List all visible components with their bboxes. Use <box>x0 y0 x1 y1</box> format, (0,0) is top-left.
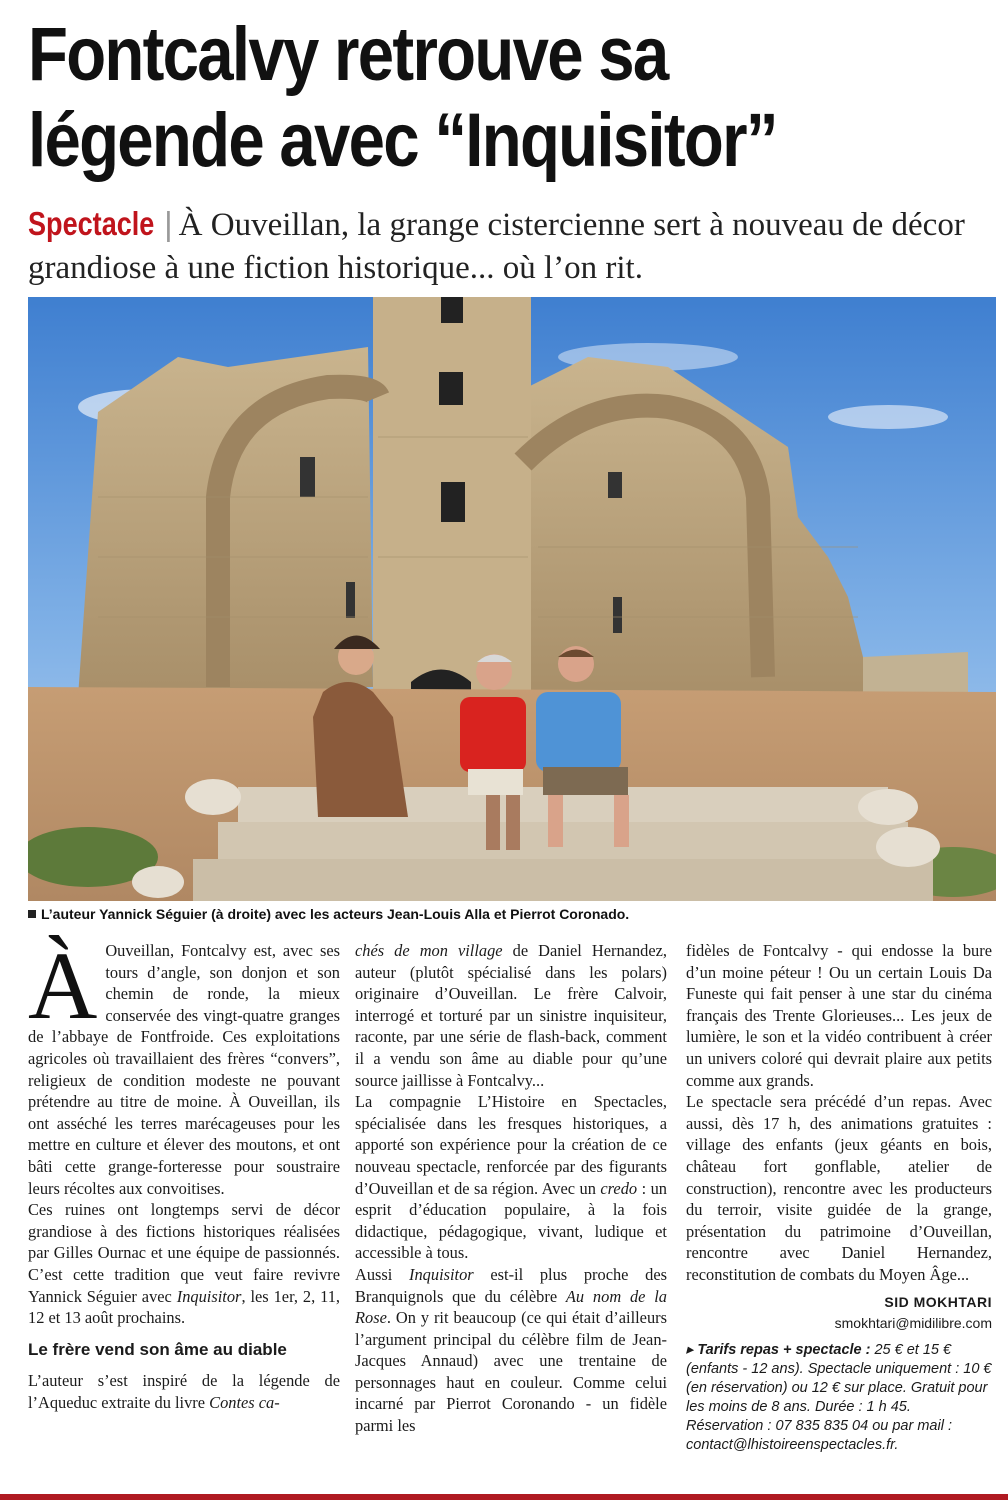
italic-title: Inquisitor <box>409 1264 474 1284</box>
headline <box>28 12 854 184</box>
paragraph-text: Aussi <box>355 1264 410 1284</box>
author-email: smokhtari@midilibre.com <box>834 1315 992 1332</box>
paragraph-text: La compagnie L’Histoire en Spectacles, spécialisée dans les fresques historiques, a apporté son expérience pour la création de ce nouveau spectacle, renforcée par des figurants d’Ouveillan et de sa région. Avec un <box>355 1092 667 1198</box>
article-photo <box>28 297 996 901</box>
headline-line-2: légende avec “Inquisitor” <box>28 98 777 183</box>
info-label: Tarifs repas + spectacle : <box>697 1341 871 1358</box>
caption-square-icon <box>28 910 36 918</box>
section-kicker: Spectacle <box>28 205 155 242</box>
caption-text: L’auteur Yannick Séguier (à droite) avec les acteurs Jean-Louis Alla et Pierrot Coronado. <box>41 906 630 922</box>
italic-title: Au nom de la Rose <box>355 1286 667 1328</box>
article-column-1 <box>28 932 340 1413</box>
paragraph-text: est-il plus proche des Branquignols que du célèbre <box>355 1264 667 1306</box>
author-byline: SID MOKHTARI <box>884 1293 992 1310</box>
paragraph <box>355 1091 667 1264</box>
paragraph-text: : un esprit d’éducation populaire, à la fois didactique, pédagogique, vivant, ludique et accessible à tous. <box>355 1178 668 1263</box>
paragraph-text: L’auteur s’est inspiré de la légende de l’Aqueduc extraite du livre <box>28 1371 340 1412</box>
paragraph-text: . On y rit beaucoup (ce qui était d’ailleurs l’argument principal du célèbre film de Jean-Jacques Annaud) avec une trentaine de personnages haut en couleur. Comme celui incarné par Pierrot Coronando - un fidèle parmi les <box>355 1308 667 1436</box>
italic-title: Contes ca- <box>209 1392 280 1412</box>
paragraph <box>355 1264 667 1437</box>
paragraph <box>28 1199 340 1329</box>
paragraph-text: Ces ruines ont longtemps servi de décor grandiose à des fictions historiques réalisées par Gilles Ournac et une équipe de passionnés. C’est cette tradition que veut faire revivre Yannick Séguier avec <box>28 1200 340 1306</box>
article-column-2 <box>355 940 667 1437</box>
paragraph: Le spectacle sera précédé d’un repas. Avec aussi, dès 17 h, des animations gratuites : village des enfants (jeux géants en bois, château fort gonflable, atelier de construction), rencontre avec les producteurs du terroir, visite guidée de la grange, présentation du patrimoine d’Ouveillan, rencontre avec Daniel Hernandez, reconstitution de combats du Moyen Âge... <box>686 1092 992 1284</box>
info-text: 25 € et 15 € (enfants - 12 ans). Spectacle uniquement : 10 € (en réservation) ou 12 € sur place. Gratuit pour les moins de 8 ans. Durée : 1 h 45. Réservation : 07 835 835 04 ou par mail : contact@lhistoireenspectacles.fr. <box>686 1341 992 1453</box>
article-column-3 <box>686 940 992 1455</box>
paragraph <box>28 1370 340 1413</box>
arrow-icon: ▸ <box>686 1341 698 1358</box>
italic-word: credo <box>600 1178 638 1198</box>
kicker-separator: | <box>164 205 173 242</box>
paragraph <box>355 940 667 1091</box>
italic-title: Inquisitor <box>176 1286 242 1306</box>
paragraph <box>28 932 340 1199</box>
paragraph-text: Ouveillan, Fontcalvy est, avec ses tours d’angle, son donjon et son chemin de ronde, la mieux conservée des vingt-quatre granges de l’abbaye de Fontfroide. Ces exploitations agricoles où travaillaient des frères “convers”, religieux de condition modeste ne pouvant prétendre au titre de moine. À Ouveillan, ils ont asséché les terres marécageuses pour les mettre en culture et élever des moutons, et ont bâti cette grange-forteresse pour soustraire leurs récoltes aux convoitises. <box>28 941 340 1198</box>
subheadline <box>28 202 988 290</box>
paragraph-text: de Daniel Hernandez, auteur (plutôt spécialisé dans les polars) originaire d’Ouveillan. Le frère Calvoir, interrogé et torturé par un sinistre inquisiteur, raconte, par une série de flash-back, comment il a vendu son âme au diable pour qu’une source jaillisse à Fontcalvy... <box>355 941 667 1090</box>
headline-line-1: Fontcalvy retrouve sa <box>28 12 668 97</box>
subheadline-text: À Ouveillan, la grange cistercienne sert à nouveau de décor grandiose à une fiction historique... où l’on rit. <box>28 207 965 286</box>
section-subtitle: Le frère vend son âme au diable <box>28 1339 287 1359</box>
paragraph-text: , les 1er, 2, 11, 12 et 13 août prochains. <box>28 1286 340 1328</box>
paragraph: fidèles de Fontcalvy - qui endosse la bure d’un moine péteur ! Ou un certain Louis Da Funeste qui fait penser à une star du cinéma français des Trente Glorieuses... Les jeux de lumière, le son et la vidéo contribuent à créer un univers coloré qui devrait plaire aux petits comme aux grands. <box>686 941 992 1090</box>
drop-cap: À <box>28 932 98 1039</box>
photo-caption <box>28 906 996 922</box>
practical-info <box>686 1341 992 1455</box>
italic-title: chés de mon village <box>355 941 503 960</box>
ruins-photo-illustration <box>28 297 996 901</box>
bottom-rule <box>0 1494 1008 1500</box>
